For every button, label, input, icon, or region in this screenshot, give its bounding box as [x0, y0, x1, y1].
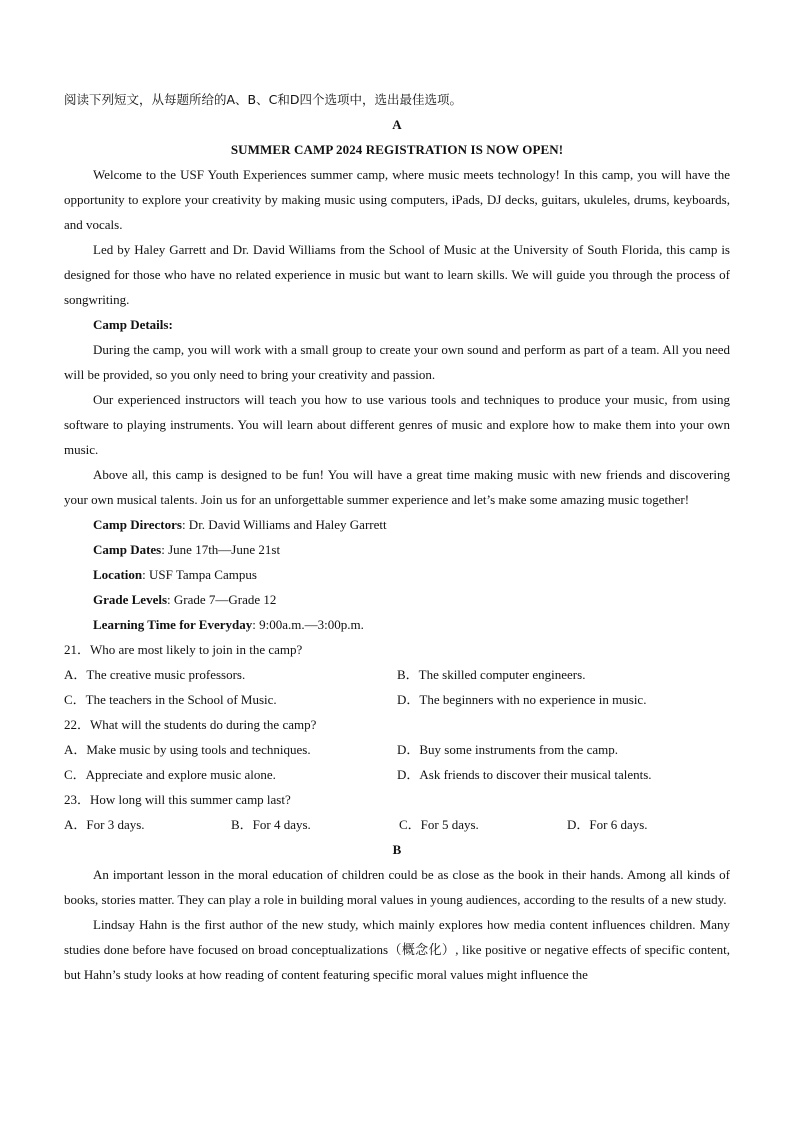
camp-directors-label: Camp Directors — [93, 517, 182, 532]
location-row — [64, 562, 730, 587]
question-22-option-d-first[interactable]: D．Buy some instruments from the camp. — [397, 742, 618, 757]
passage-b-paragraph-2: Lindsay Hahn is the first author of the new study, which mainly explores how media content influences children. Many studies done before have focused on broad conceptualizations（概念化）, like positive or negative effects of specific content, but Hahn’s study looks at how reading of content featuring specific moral values might influence the — [64, 917, 730, 982]
question-23-option-c[interactable]: C．For 5 days. — [399, 817, 479, 832]
question-22-option-c[interactable]: C．Appreciate and explore music alone. — [64, 767, 276, 782]
question-22-stem: 22．What will the students do during the camp? — [64, 717, 317, 732]
grade-levels-label: Grade Levels — [93, 592, 168, 607]
question-23-option-b[interactable]: B．For 4 days. — [231, 817, 311, 832]
camp-dates-value: : June 17th—June 21st — [161, 542, 281, 557]
grade-levels-row — [64, 587, 730, 612]
question-21-option-c[interactable]: C．The teachers in the School of Music. — [64, 692, 277, 707]
camp-details-heading — [64, 312, 730, 337]
question-22-options-row-1 — [64, 737, 730, 762]
grade-levels-value: : Grade 7—Grade 12 — [167, 592, 277, 607]
passage-a-paragraph-5: Above all, this camp is designed to be fun! You will have a great time making music with new friends and discovering your own musical talents. Join us for an unforgettable summer experience and let’s make some amazing music together! — [64, 467, 730, 507]
learning-time-value: : 9:00a.m.—3:00p.m. — [252, 617, 364, 632]
location-label: Location — [93, 567, 143, 582]
passage-a-paragraph-1: Welcome to the USF Youth Experiences summer camp, where music meets technology! In this camp, you will have the opportunity to explore your creativity by making music using computers, iPads, DJ decks, guitars, ukuleles, drums, keyboards, and vocals. — [64, 167, 730, 232]
question-23-option-a[interactable]: A．For 3 days. — [64, 817, 145, 832]
camp-details-heading-text: Camp Details: — [93, 317, 173, 332]
question-22-option-a[interactable]: A．Make music by using tools and techniques. — [64, 742, 311, 757]
question-23-options-row — [64, 812, 730, 837]
question-21-options-row-2 — [64, 687, 730, 712]
question-22-option-d[interactable]: D．Ask friends to discover their musical talents. — [397, 767, 652, 782]
passage-a-paragraph-3: During the camp, you will work with a small group to create your own sound and perform as part of a team. All you need will be provided, so you only need to bring your creativity and passion. — [64, 342, 730, 382]
camp-directors-value: : Dr. David Williams and Haley Garrett — [181, 517, 387, 532]
camp-directors-row — [64, 512, 730, 537]
passage-b-paragraph-1: An important lesson in the moral education of children could be as close as the book in their hands. Among all kinds of books, stories matter. They can play a role in building moral values in young audiences, according to the results of a new study. — [64, 867, 730, 907]
question-21-option-b[interactable]: B．The skilled computer engineers. — [397, 667, 586, 682]
passage-a-paragraph-2: Led by Haley Garrett and Dr. David Williams from the School of Music at the University of South Florida, this camp is designed for those who have no related experience in music but want to learn skills. We will guide you through the process of songwriting. — [64, 242, 730, 307]
question-21-option-d[interactable]: D．The beginners with no experience in music. — [397, 692, 647, 707]
question-21-option-a[interactable]: A．The creative music professors. — [64, 667, 246, 682]
question-23-option-d[interactable]: D．For 6 days. — [567, 817, 648, 832]
learning-time-label: Learning Time for Everyday — [93, 617, 253, 632]
section-b-label: B — [392, 842, 402, 857]
learning-time-row — [64, 612, 730, 637]
question-21-options-row-1 — [64, 662, 730, 687]
question-22-options-row-2 — [64, 762, 730, 787]
question-23-stem: 23．How long will this summer camp last? — [64, 792, 291, 807]
camp-dates-row — [64, 537, 730, 562]
exam-page — [64, 87, 730, 987]
passage-a-title: SUMMER CAMP 2024 REGISTRATION IS NOW OPEN! — [230, 142, 564, 157]
passage-a-paragraph-4: Our experienced instructors will teach you how to use various tools and techniques to produce your music, from using software to playing instruments. You will learn about different genres of music and explore how to make them into your own music. — [64, 392, 730, 457]
instruction: 阅读下列短文，从每题所给的A、B、C和D四个选项中，选出最佳选项。 — [64, 92, 462, 107]
question-21-stem: 21．Who are most likely to join in the camp? — [64, 642, 303, 657]
section-a-label: A — [392, 117, 402, 132]
location-value: : USF Tampa Campus — [142, 567, 257, 582]
camp-dates-label: Camp Dates — [93, 542, 162, 557]
